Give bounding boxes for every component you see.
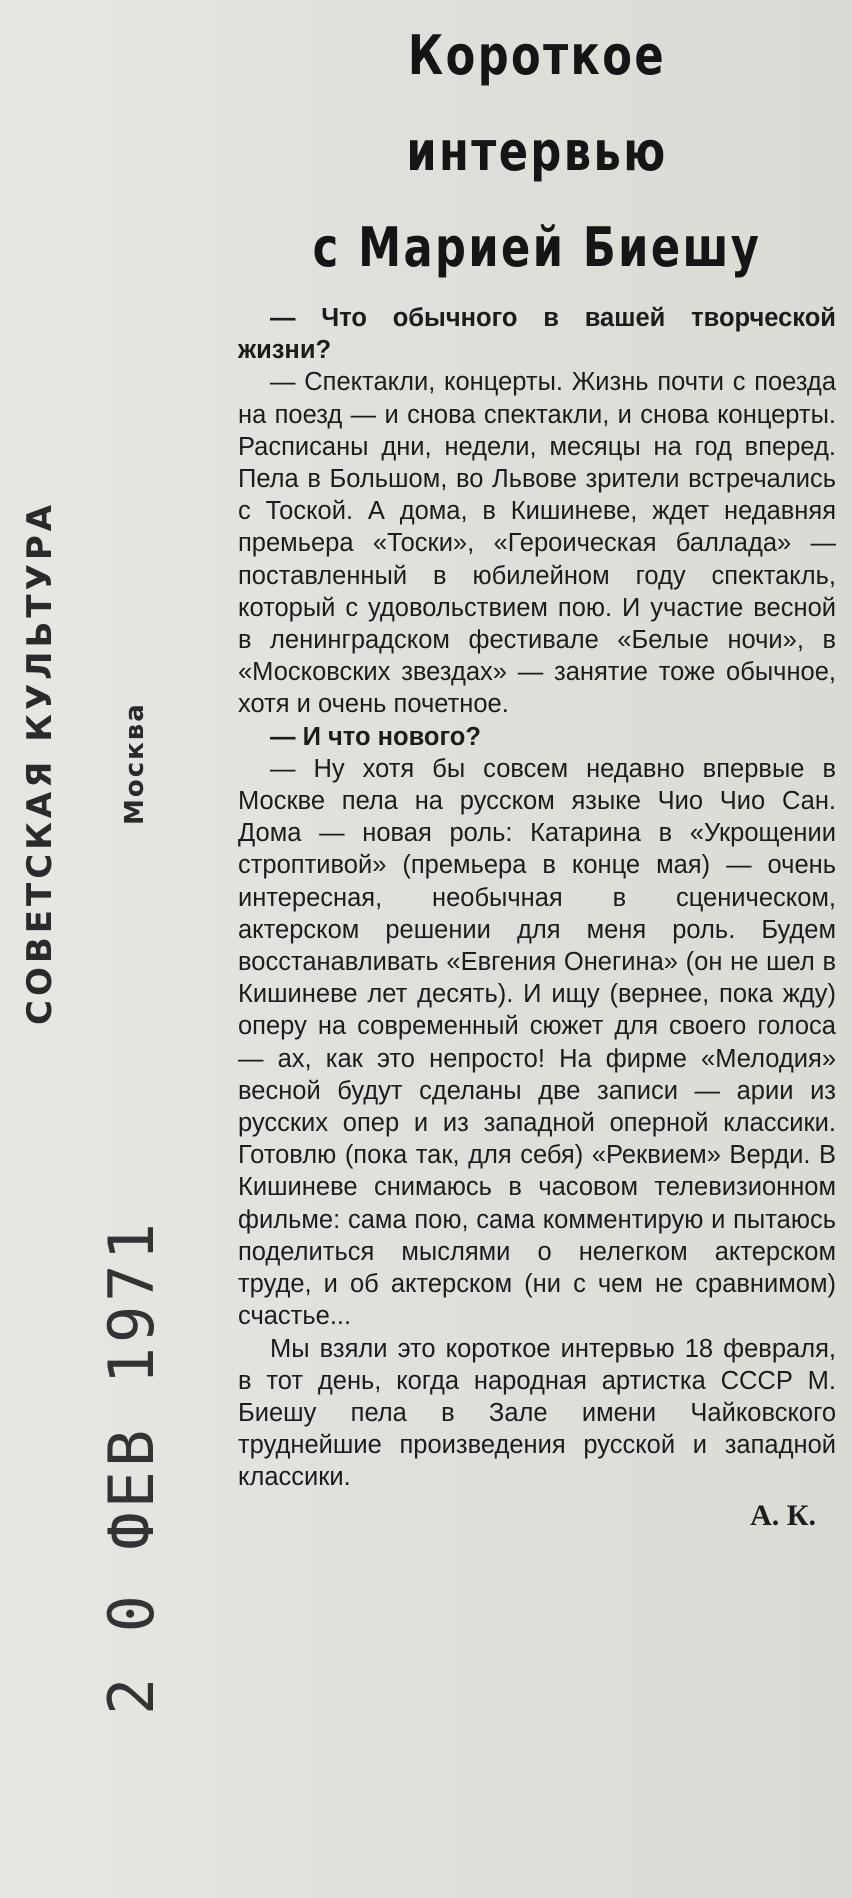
date-stamp-wrap (95, 1219, 185, 1715)
question-2: — И что нового? (270, 722, 481, 751)
answer-1: — Спектакли, концерты. Жизнь почти с поезда на поезд — и снова спектакли, и снова концерты. Расписаны дни, недели, месяцы на год вперед. Пела в Большом, во Львове зрители встречались с Тоской. А дома, в Кишиневе, ждет недавняя премьера «Тоски», «Героическая баллада» — поставленный в юбилейном году спектакль, который с удовольствием пою. И участие весной в ленинградском фестивале «Белые ночи», в «Московских звездах» — занятие тоже обычное, хотя и очень почетное. (238, 368, 836, 719)
question-1: — Что обычного в вашей творческой жизни? (238, 304, 836, 365)
date-stamp: 2 0 ФЕВ 1971 (95, 1219, 168, 1715)
headline-line-1: Короткое интервью (406, 24, 668, 183)
city-stamp: Москва (120, 702, 150, 825)
headline (298, 8, 776, 296)
newspaper-name-stamp: СОВЕТСКАЯ КУЛЬТУРА (20, 500, 60, 1025)
headline-line-2: с Марией Биешу (312, 216, 762, 279)
article-body (238, 302, 836, 1532)
answer-2: — Ну хотя бы совсем недавно впервые в Москве пела на русском языке Чио Чио Сан. Дома — новая роль: Катарина в «Укрощении строптивой» (премьера в конце мая) — очень интересная, необычная в сценическом, актерском решении для меня роль. Будем восстанавливать «Евгения Онегина» (он не шел в Кишиневе лет десять). И ищу (вернее, пока жду) оперу на современный сюжет для своего голоса — ах, как это непросто! На фирме «Мелодия» весной будут сделаны две записи — арии из русских опер и из западной оперной классики. Готовлю (пока так, для себя) «Реквием» Верди. В Кишиневе снимаюсь в часовом телевизионном фильме: сама пою, сама комментирую и пытаюсь поделиться мыслями о нелегком актерском труде, и об актерском (ни с чем не сравнимом) счастье... (238, 754, 836, 1331)
signature: А. К. (750, 1498, 816, 1532)
closing-paragraph: Мы взяли это короткое интервью 18 февраля, в тот день, когда народная артистка СССР М. Биешу пела в Зале имени Чайковского труднейшие произведения русской и западной классики. (238, 1334, 836, 1492)
newspaper-stamp (20, 500, 170, 1025)
article-column (238, 0, 836, 1532)
